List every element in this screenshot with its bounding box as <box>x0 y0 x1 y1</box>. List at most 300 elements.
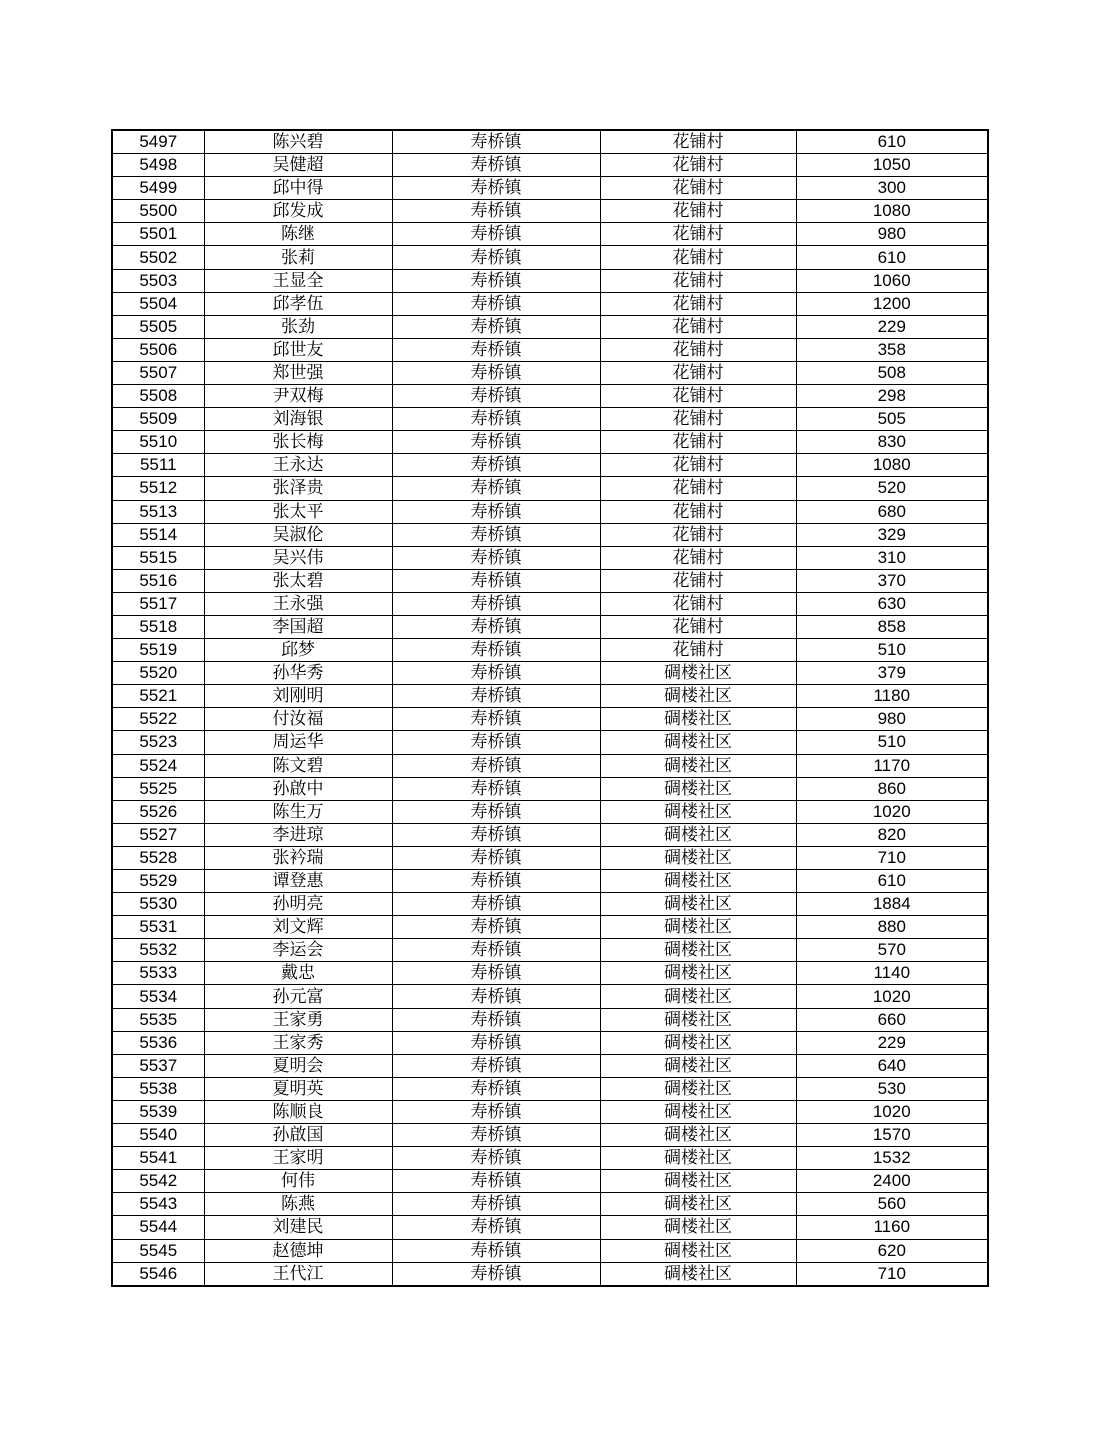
cell-number: 5508 <box>112 385 204 408</box>
cell-town: 寿桥镇 <box>392 361 600 384</box>
cell-village: 碉楼社区 <box>600 1262 796 1286</box>
cell-village: 花铺村 <box>600 269 796 292</box>
cell-village: 花铺村 <box>600 338 796 361</box>
table-row <box>112 1100 988 1123</box>
table-row <box>112 639 988 662</box>
table-row <box>112 200 988 223</box>
cell-village: 碉楼社区 <box>600 708 796 731</box>
cell-name: 吴健超 <box>204 154 392 177</box>
cell-name: 孙明亮 <box>204 893 392 916</box>
cell-name: 夏明会 <box>204 1054 392 1077</box>
cell-town: 寿桥镇 <box>392 1147 600 1170</box>
cell-name: 陈文碧 <box>204 754 392 777</box>
cell-town: 寿桥镇 <box>392 1031 600 1054</box>
cell-name: 周运华 <box>204 731 392 754</box>
cell-village: 碉楼社区 <box>600 962 796 985</box>
cell-number: 5511 <box>112 454 204 477</box>
cell-village: 碉楼社区 <box>600 846 796 869</box>
cell-name: 王代江 <box>204 1262 392 1286</box>
cell-town: 寿桥镇 <box>392 246 600 269</box>
cell-number: 5499 <box>112 177 204 200</box>
cell-town: 寿桥镇 <box>392 454 600 477</box>
cell-town: 寿桥镇 <box>392 800 600 823</box>
cell-amount: 1532 <box>796 1147 988 1170</box>
cell-village: 碉楼社区 <box>600 800 796 823</box>
cell-village: 花铺村 <box>600 361 796 384</box>
cell-village: 碉楼社区 <box>600 985 796 1008</box>
cell-village: 花铺村 <box>600 246 796 269</box>
cell-amount: 510 <box>796 731 988 754</box>
cell-town: 寿桥镇 <box>392 708 600 731</box>
cell-village: 花铺村 <box>600 292 796 315</box>
cell-town: 寿桥镇 <box>392 1216 600 1239</box>
cell-town: 寿桥镇 <box>392 1054 600 1077</box>
cell-amount: 570 <box>796 939 988 962</box>
cell-name: 陈生万 <box>204 800 392 823</box>
cell-number: 5528 <box>112 846 204 869</box>
cell-village: 花铺村 <box>600 639 796 662</box>
cell-number: 5539 <box>112 1100 204 1123</box>
cell-number: 5503 <box>112 269 204 292</box>
cell-number: 5502 <box>112 246 204 269</box>
cell-number: 5537 <box>112 1054 204 1077</box>
cell-village: 碉楼社区 <box>600 1100 796 1123</box>
cell-amount: 860 <box>796 777 988 800</box>
cell-town: 寿桥镇 <box>392 223 600 246</box>
cell-name: 邱孝伍 <box>204 292 392 315</box>
cell-name: 吴兴伟 <box>204 546 392 569</box>
table-row <box>112 500 988 523</box>
table-row <box>112 454 988 477</box>
cell-number: 5517 <box>112 592 204 615</box>
cell-number: 5506 <box>112 338 204 361</box>
cell-amount: 229 <box>796 315 988 338</box>
cell-name: 刘建民 <box>204 1216 392 1239</box>
table-row <box>112 1239 988 1262</box>
cell-number: 5507 <box>112 361 204 384</box>
cell-name: 邱世友 <box>204 338 392 361</box>
cell-number: 5527 <box>112 823 204 846</box>
cell-amount: 710 <box>796 1262 988 1286</box>
cell-town: 寿桥镇 <box>392 754 600 777</box>
cell-number: 5519 <box>112 639 204 662</box>
table-row <box>112 1077 988 1100</box>
table-row <box>112 1124 988 1147</box>
table-row <box>112 1031 988 1054</box>
cell-town: 寿桥镇 <box>392 592 600 615</box>
cell-number: 5497 <box>112 130 204 154</box>
cell-name: 李国超 <box>204 615 392 638</box>
cell-name: 王显全 <box>204 269 392 292</box>
cell-number: 5532 <box>112 939 204 962</box>
cell-town: 寿桥镇 <box>392 685 600 708</box>
table-row <box>112 985 988 1008</box>
cell-number: 5535 <box>112 1008 204 1031</box>
cell-amount: 370 <box>796 569 988 592</box>
cell-number: 5545 <box>112 1239 204 1262</box>
cell-town: 寿桥镇 <box>392 431 600 454</box>
cell-town: 寿桥镇 <box>392 916 600 939</box>
cell-amount: 980 <box>796 223 988 246</box>
cell-village: 碉楼社区 <box>600 731 796 754</box>
table-row <box>112 1147 988 1170</box>
table-row <box>112 385 988 408</box>
cell-number: 5501 <box>112 223 204 246</box>
cell-village: 花铺村 <box>600 615 796 638</box>
table-row <box>112 870 988 893</box>
cell-number: 5541 <box>112 1147 204 1170</box>
cell-amount: 1020 <box>796 800 988 823</box>
cell-number: 5513 <box>112 500 204 523</box>
cell-town: 寿桥镇 <box>392 200 600 223</box>
cell-village: 花铺村 <box>600 592 796 615</box>
cell-name: 邱发成 <box>204 200 392 223</box>
table-row <box>112 154 988 177</box>
table-row <box>112 338 988 361</box>
cell-village: 花铺村 <box>600 477 796 500</box>
cell-village: 碉楼社区 <box>600 1147 796 1170</box>
cell-name: 张太碧 <box>204 569 392 592</box>
cell-town: 寿桥镇 <box>392 477 600 500</box>
cell-number: 5514 <box>112 523 204 546</box>
table-row <box>112 823 988 846</box>
table-row <box>112 431 988 454</box>
cell-amount: 640 <box>796 1054 988 1077</box>
cell-town: 寿桥镇 <box>392 985 600 1008</box>
cell-amount: 1020 <box>796 1100 988 1123</box>
table-row <box>112 731 988 754</box>
cell-village: 碉楼社区 <box>600 893 796 916</box>
cell-amount: 520 <box>796 477 988 500</box>
cell-amount: 1884 <box>796 893 988 916</box>
cell-number: 5518 <box>112 615 204 638</box>
cell-number: 5505 <box>112 315 204 338</box>
cell-name: 孙啟国 <box>204 1124 392 1147</box>
cell-amount: 2400 <box>796 1170 988 1193</box>
cell-town: 寿桥镇 <box>392 1262 600 1286</box>
cell-number: 5531 <box>112 916 204 939</box>
cell-town: 寿桥镇 <box>392 777 600 800</box>
cell-name: 王家秀 <box>204 1031 392 1054</box>
table-row <box>112 893 988 916</box>
cell-name: 邱梦 <box>204 639 392 662</box>
cell-town: 寿桥镇 <box>392 500 600 523</box>
cell-name: 付汝福 <box>204 708 392 731</box>
cell-town: 寿桥镇 <box>392 962 600 985</box>
cell-town: 寿桥镇 <box>392 546 600 569</box>
cell-name: 陈燕 <box>204 1193 392 1216</box>
cell-town: 寿桥镇 <box>392 1124 600 1147</box>
cell-town: 寿桥镇 <box>392 1008 600 1031</box>
cell-village: 碉楼社区 <box>600 870 796 893</box>
cell-number: 5530 <box>112 893 204 916</box>
cell-amount: 680 <box>796 500 988 523</box>
table-row <box>112 1216 988 1239</box>
table-row <box>112 177 988 200</box>
cell-name: 张莉 <box>204 246 392 269</box>
cell-name: 尹双梅 <box>204 385 392 408</box>
cell-town: 寿桥镇 <box>392 893 600 916</box>
table-row <box>112 1008 988 1031</box>
cell-town: 寿桥镇 <box>392 177 600 200</box>
cell-name: 孙啟中 <box>204 777 392 800</box>
cell-village: 碉楼社区 <box>600 662 796 685</box>
cell-number: 5498 <box>112 154 204 177</box>
cell-amount: 310 <box>796 546 988 569</box>
cell-amount: 300 <box>796 177 988 200</box>
cell-town: 寿桥镇 <box>392 1239 600 1262</box>
table-row <box>112 916 988 939</box>
cell-town: 寿桥镇 <box>392 615 600 638</box>
cell-town: 寿桥镇 <box>392 1170 600 1193</box>
cell-village: 花铺村 <box>600 130 796 154</box>
cell-town: 寿桥镇 <box>392 870 600 893</box>
cell-name: 王永强 <box>204 592 392 615</box>
cell-amount: 298 <box>796 385 988 408</box>
cell-town: 寿桥镇 <box>392 408 600 431</box>
table-body <box>112 130 988 1286</box>
cell-name: 吴淑伦 <box>204 523 392 546</box>
cell-village: 碉楼社区 <box>600 916 796 939</box>
table-row <box>112 269 988 292</box>
cell-village: 碉楼社区 <box>600 1008 796 1031</box>
cell-number: 5533 <box>112 962 204 985</box>
data-table <box>111 129 989 1287</box>
cell-name: 陈继 <box>204 223 392 246</box>
cell-amount: 610 <box>796 246 988 269</box>
cell-name: 郑世强 <box>204 361 392 384</box>
table-row <box>112 846 988 869</box>
cell-village: 碉楼社区 <box>600 823 796 846</box>
table-row <box>112 708 988 731</box>
cell-village: 花铺村 <box>600 200 796 223</box>
cell-village: 碉楼社区 <box>600 1054 796 1077</box>
cell-amount: 510 <box>796 639 988 662</box>
cell-town: 寿桥镇 <box>392 269 600 292</box>
cell-town: 寿桥镇 <box>392 1077 600 1100</box>
cell-amount: 1020 <box>796 985 988 1008</box>
table-row <box>112 1262 988 1286</box>
cell-name: 王家明 <box>204 1147 392 1170</box>
cell-village: 花铺村 <box>600 385 796 408</box>
cell-town: 寿桥镇 <box>392 315 600 338</box>
cell-name: 何伟 <box>204 1170 392 1193</box>
cell-amount: 620 <box>796 1239 988 1262</box>
cell-name: 李进琼 <box>204 823 392 846</box>
cell-number: 5523 <box>112 731 204 754</box>
cell-village: 花铺村 <box>600 408 796 431</box>
cell-amount: 1570 <box>796 1124 988 1147</box>
cell-amount: 610 <box>796 870 988 893</box>
table-row <box>112 361 988 384</box>
cell-amount: 610 <box>796 130 988 154</box>
cell-name: 邱中得 <box>204 177 392 200</box>
cell-number: 5544 <box>112 1216 204 1239</box>
cell-village: 碉楼社区 <box>600 754 796 777</box>
table-row <box>112 777 988 800</box>
cell-number: 5500 <box>112 200 204 223</box>
table-row <box>112 315 988 338</box>
table-row <box>112 754 988 777</box>
cell-number: 5546 <box>112 1262 204 1286</box>
cell-name: 刘文辉 <box>204 916 392 939</box>
cell-number: 5516 <box>112 569 204 592</box>
cell-town: 寿桥镇 <box>392 662 600 685</box>
cell-amount: 880 <box>796 916 988 939</box>
cell-village: 花铺村 <box>600 546 796 569</box>
cell-number: 5509 <box>112 408 204 431</box>
cell-number: 5526 <box>112 800 204 823</box>
cell-amount: 530 <box>796 1077 988 1100</box>
table-row <box>112 408 988 431</box>
cell-amount: 229 <box>796 1031 988 1054</box>
cell-town: 寿桥镇 <box>392 154 600 177</box>
cell-name: 陈兴碧 <box>204 130 392 154</box>
table-row <box>112 615 988 638</box>
cell-amount: 980 <box>796 708 988 731</box>
cell-village: 碉楼社区 <box>600 1239 796 1262</box>
cell-name: 王永达 <box>204 454 392 477</box>
cell-name: 孙华秀 <box>204 662 392 685</box>
cell-town: 寿桥镇 <box>392 385 600 408</box>
cell-number: 5534 <box>112 985 204 1008</box>
cell-village: 碉楼社区 <box>600 939 796 962</box>
cell-village: 花铺村 <box>600 500 796 523</box>
cell-name: 张长梅 <box>204 431 392 454</box>
cell-town: 寿桥镇 <box>392 639 600 662</box>
table-row <box>112 130 988 154</box>
cell-number: 5504 <box>112 292 204 315</box>
cell-town: 寿桥镇 <box>392 338 600 361</box>
cell-village: 碉楼社区 <box>600 685 796 708</box>
cell-village: 花铺村 <box>600 454 796 477</box>
cell-number: 5543 <box>112 1193 204 1216</box>
cell-amount: 379 <box>796 662 988 685</box>
cell-amount: 1080 <box>796 454 988 477</box>
table-row <box>112 939 988 962</box>
cell-name: 张衿瑞 <box>204 846 392 869</box>
cell-village: 花铺村 <box>600 223 796 246</box>
cell-name: 陈顺良 <box>204 1100 392 1123</box>
cell-name: 刘海银 <box>204 408 392 431</box>
cell-town: 寿桥镇 <box>392 523 600 546</box>
cell-name: 王家勇 <box>204 1008 392 1031</box>
cell-number: 5524 <box>112 754 204 777</box>
cell-name: 刘刚明 <box>204 685 392 708</box>
cell-town: 寿桥镇 <box>392 731 600 754</box>
cell-town: 寿桥镇 <box>392 130 600 154</box>
table-row <box>112 523 988 546</box>
table-row <box>112 662 988 685</box>
cell-number: 5520 <box>112 662 204 685</box>
cell-name: 张劲 <box>204 315 392 338</box>
cell-amount: 1060 <box>796 269 988 292</box>
cell-amount: 1080 <box>796 200 988 223</box>
cell-village: 花铺村 <box>600 177 796 200</box>
table-row <box>112 292 988 315</box>
cell-amount: 358 <box>796 338 988 361</box>
cell-number: 5515 <box>112 546 204 569</box>
cell-town: 寿桥镇 <box>392 823 600 846</box>
cell-number: 5525 <box>112 777 204 800</box>
cell-amount: 560 <box>796 1193 988 1216</box>
cell-village: 碉楼社区 <box>600 1077 796 1100</box>
table-row <box>112 685 988 708</box>
cell-amount: 830 <box>796 431 988 454</box>
cell-amount: 1170 <box>796 754 988 777</box>
cell-amount: 508 <box>796 361 988 384</box>
cell-amount: 1180 <box>796 685 988 708</box>
cell-village: 花铺村 <box>600 154 796 177</box>
cell-number: 5538 <box>112 1077 204 1100</box>
cell-number: 5510 <box>112 431 204 454</box>
cell-name: 戴忠 <box>204 962 392 985</box>
cell-town: 寿桥镇 <box>392 939 600 962</box>
cell-number: 5540 <box>112 1124 204 1147</box>
cell-name: 孙元富 <box>204 985 392 1008</box>
cell-village: 碉楼社区 <box>600 1170 796 1193</box>
cell-number: 5536 <box>112 1031 204 1054</box>
table-row <box>112 223 988 246</box>
cell-village: 碉楼社区 <box>600 1031 796 1054</box>
cell-amount: 1140 <box>796 962 988 985</box>
cell-name: 夏明英 <box>204 1077 392 1100</box>
cell-town: 寿桥镇 <box>392 846 600 869</box>
cell-name: 张泽贵 <box>204 477 392 500</box>
cell-town: 寿桥镇 <box>392 292 600 315</box>
cell-village: 花铺村 <box>600 523 796 546</box>
cell-name: 谭登惠 <box>204 870 392 893</box>
table-row <box>112 1170 988 1193</box>
cell-name: 张太平 <box>204 500 392 523</box>
cell-amount: 858 <box>796 615 988 638</box>
cell-amount: 1160 <box>796 1216 988 1239</box>
cell-town: 寿桥镇 <box>392 569 600 592</box>
cell-amount: 660 <box>796 1008 988 1031</box>
cell-number: 5512 <box>112 477 204 500</box>
cell-village: 花铺村 <box>600 431 796 454</box>
cell-number: 5542 <box>112 1170 204 1193</box>
table-row <box>112 592 988 615</box>
cell-number: 5521 <box>112 685 204 708</box>
cell-town: 寿桥镇 <box>392 1193 600 1216</box>
table-row <box>112 1054 988 1077</box>
cell-town: 寿桥镇 <box>392 1100 600 1123</box>
cell-number: 5529 <box>112 870 204 893</box>
table-row <box>112 569 988 592</box>
table-row <box>112 246 988 269</box>
cell-amount: 710 <box>796 846 988 869</box>
cell-village: 碉楼社区 <box>600 1216 796 1239</box>
cell-number: 5522 <box>112 708 204 731</box>
cell-village: 碉楼社区 <box>600 1124 796 1147</box>
cell-amount: 1050 <box>796 154 988 177</box>
cell-amount: 630 <box>796 592 988 615</box>
cell-village: 碉楼社区 <box>600 1193 796 1216</box>
cell-village: 碉楼社区 <box>600 777 796 800</box>
table-row <box>112 962 988 985</box>
cell-amount: 329 <box>796 523 988 546</box>
cell-name: 赵德坤 <box>204 1239 392 1262</box>
cell-village: 花铺村 <box>600 569 796 592</box>
cell-amount: 1200 <box>796 292 988 315</box>
table-row <box>112 800 988 823</box>
cell-amount: 820 <box>796 823 988 846</box>
table-row <box>112 1193 988 1216</box>
cell-name: 李运会 <box>204 939 392 962</box>
cell-village: 花铺村 <box>600 315 796 338</box>
table-row <box>112 477 988 500</box>
